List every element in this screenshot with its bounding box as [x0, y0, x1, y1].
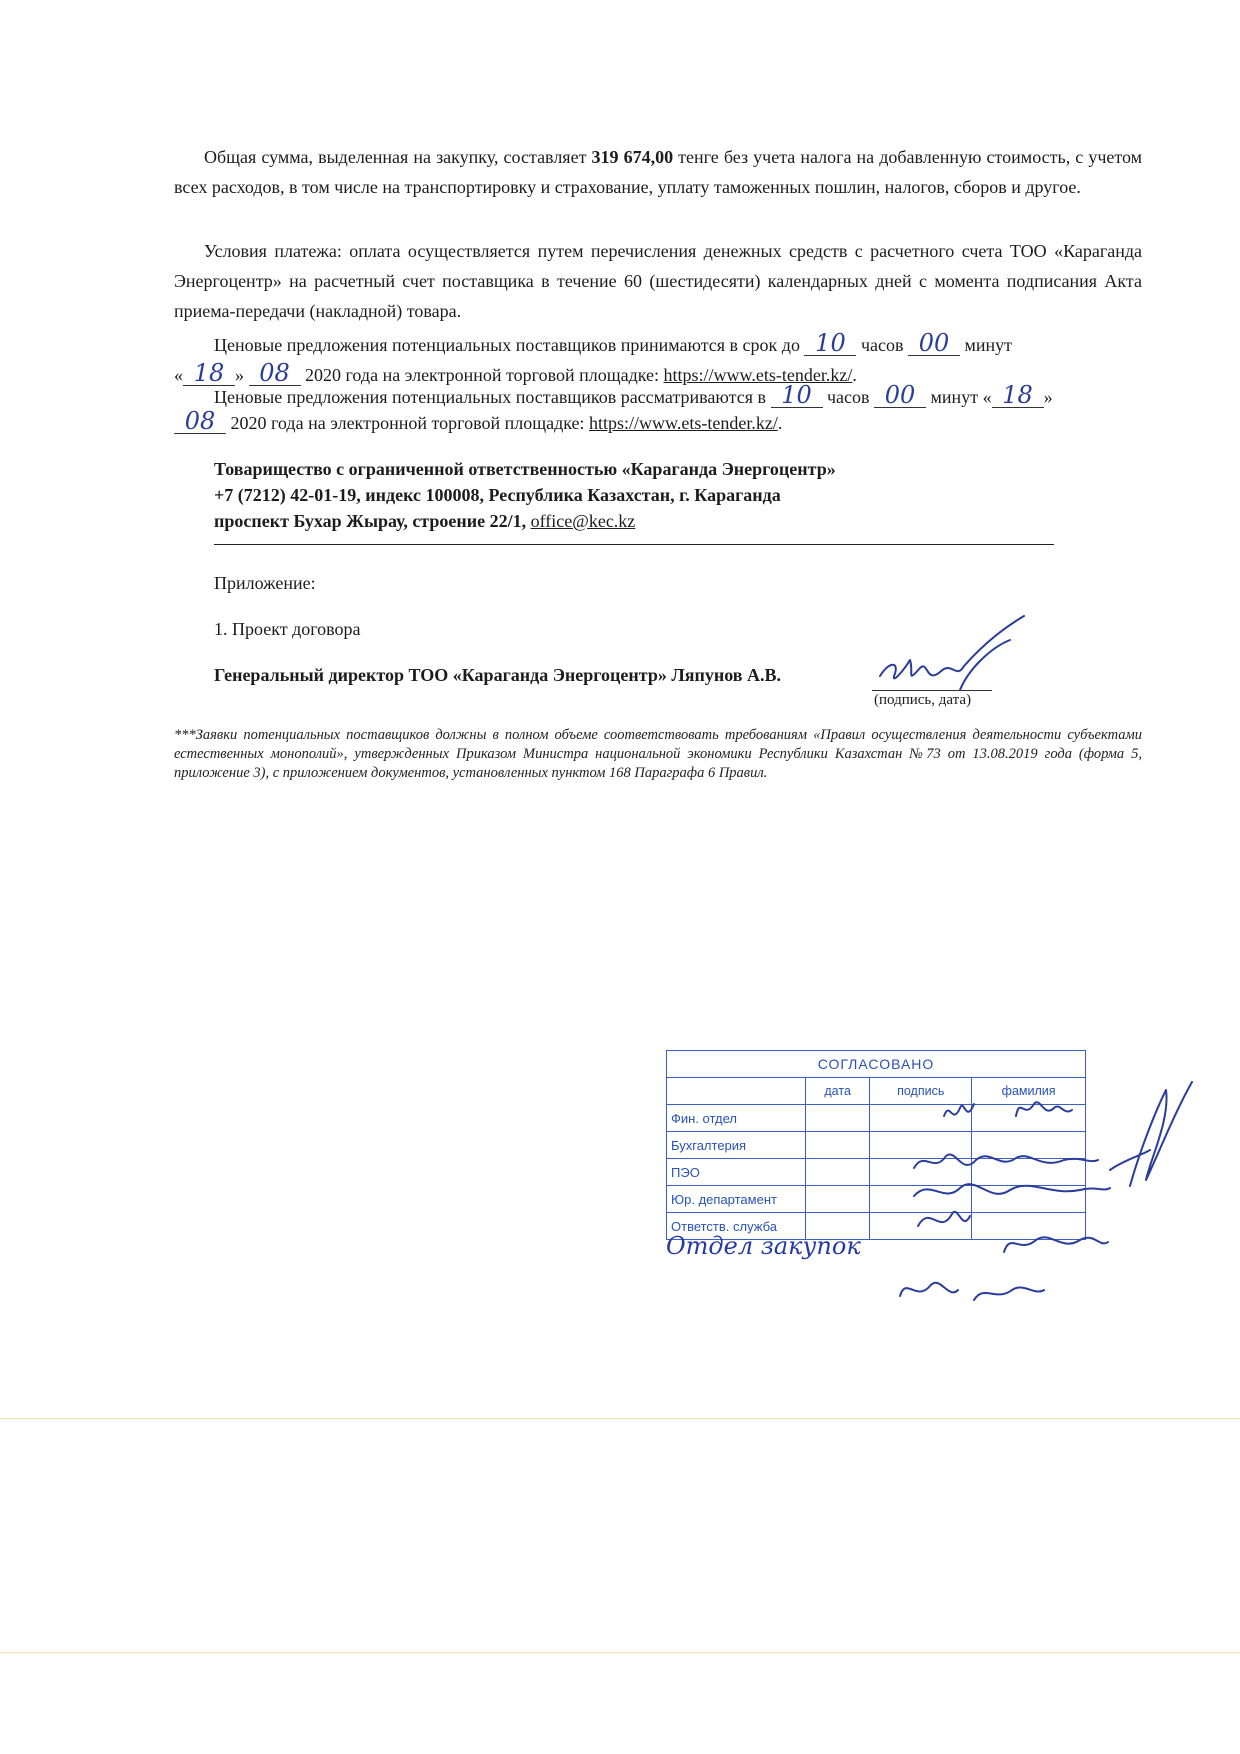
budget-amount: 319 674,00	[591, 147, 674, 167]
stamp-cell	[972, 1186, 1086, 1213]
bottom-signature-mark	[900, 1283, 1044, 1300]
handwritten-review-month: 08	[174, 409, 226, 434]
minutes-word: минут	[930, 387, 979, 407]
stamp-cell	[870, 1213, 972, 1240]
company-address	[214, 508, 635, 534]
stamp-col-surname: фамилия	[972, 1078, 1086, 1105]
company-name: Товарищество с ограниченной ответственностью «Караганда Энергоцентр»	[214, 459, 836, 479]
tender-url-link[interactable]: https://www.ets-tender.kz/	[589, 413, 778, 433]
appendix-title: Приложение:	[214, 573, 316, 593]
scan-artifact-line	[0, 1418, 1240, 1419]
stamp-cell	[806, 1186, 870, 1213]
stamp-cell	[870, 1132, 972, 1159]
stamp-cell	[806, 1159, 870, 1186]
handwritten-accept-minutes: 00	[908, 331, 960, 356]
stamp-empty-header	[667, 1078, 806, 1105]
year-text: 2020 года на электронной торговой площадке:	[230, 413, 585, 433]
handwritten-accept-hour: 10	[804, 331, 856, 356]
director-signature-text: Генеральный директор ТОО «Караганда Энергоцентр» Ляпунов А.В.	[214, 665, 781, 685]
appendix-item: 1. Проект договора	[214, 619, 361, 639]
hours-word: часов	[827, 387, 870, 407]
stamp-cell	[870, 1186, 972, 1213]
handwritten-accept-day: 18	[183, 361, 235, 386]
tender-url-link[interactable]: https://www.ets-tender.kz/	[663, 365, 853, 385]
offers-accept-line	[214, 330, 1012, 360]
hours-word: часов	[860, 335, 904, 355]
stamp-row-label: Ответств. служба	[667, 1213, 806, 1240]
handwritten-review-day: 18	[992, 383, 1044, 408]
stamp-row-label: Бухгалтерия	[667, 1132, 806, 1159]
company-contacts: +7 (7212) 42-01-19, индекс 100008, Республика Казахстан, г. Караганда	[214, 485, 781, 505]
signature-underline	[872, 690, 992, 691]
offers-review-date-line	[174, 408, 782, 438]
stamp-cell	[972, 1213, 1086, 1240]
stamp-cell	[972, 1132, 1086, 1159]
company-address-text: проспект Бухар Жырау, строение 22/1,	[214, 511, 527, 531]
handwritten-review-minutes: 00	[874, 383, 926, 408]
handwritten-procurement-dept: Отдел закупок	[666, 1232, 861, 1260]
approval-stamp	[666, 1050, 1086, 1260]
separator-line	[214, 544, 1054, 545]
approval-table	[666, 1050, 1086, 1240]
stamp-cell	[870, 1159, 972, 1186]
stamp-title: СОГЛАСОВАНО	[667, 1051, 1086, 1078]
stamp-cell	[806, 1132, 870, 1159]
quote-close: »	[1043, 387, 1053, 407]
budget-paragraph	[174, 142, 1142, 202]
stamp-cell	[870, 1105, 972, 1132]
period: .	[852, 365, 857, 385]
year-text: 2020 года на электронной торговой площадке:	[305, 365, 660, 385]
signature-caption: (подпись, дата)	[874, 692, 972, 708]
handwritten-accept-month: 08	[249, 361, 301, 386]
handwritten-review-hour: 10	[771, 383, 823, 408]
offers-review-prefix: Ценовые предложения потенциальных поставщиков рассматриваются в	[214, 387, 766, 407]
stamp-row-label: Юр. департамент	[667, 1186, 806, 1213]
payment-terms-paragraph: Условия платежа: оплата осуществляется путем перечисления денежных средств с расчетного счета ТОО «Караганда Энергоцентр» на расчетный счет поставщика в течение 60 (шестидесяти) календарных дней с момента подписания Акта приема-передачи (накладной) товара.	[174, 241, 1142, 321]
period: .	[777, 413, 783, 433]
stamp-cell	[972, 1159, 1086, 1186]
footnote: ***Заявки потенциальных поставщиков должны в полном объеме соответствовать требованиям «Правил осуществления деятельности субъектами естественных монополий», утвержденных Приказом Министра национальной экономики Республики Казахстан №73 от 13.08.2019 года (форма 5, приложение 3), с приложением документов, установленных пунктом 168 Параграфа 6 Правил.	[174, 727, 1142, 781]
offers-accept-prefix: Ценовые предложения потенциальных поставщиков принимаются в срок до	[214, 335, 800, 355]
margin-signature-mark	[1110, 1082, 1192, 1186]
budget-suffix: тенге без учета налога на добавленную стоимость, с учетом всех расходов, в том числе на транспортировку и страхование, уплату таможенных пошлин, налогов, сборов и другое.	[174, 147, 1143, 197]
stamp-row-label: Фин. отдел	[667, 1105, 806, 1132]
stamp-cell	[972, 1105, 1086, 1132]
quote-open: «	[174, 365, 183, 385]
scan-artifact-line	[0, 1652, 1240, 1653]
budget-prefix: Общая сумма, выделенная на закупку, составляет	[204, 147, 587, 167]
stamp-col-date: дата	[806, 1078, 870, 1105]
minutes-word: минут	[964, 335, 1013, 355]
stamp-col-signature: подпись	[870, 1078, 972, 1105]
stamp-row-label: ПЭО	[667, 1159, 806, 1186]
quote-open: «	[982, 387, 992, 407]
stamp-cell	[806, 1105, 870, 1132]
company-email-link[interactable]: office@kec.kz	[530, 511, 636, 531]
quote-close: »	[235, 365, 244, 385]
director-signature-mark	[880, 616, 1024, 690]
